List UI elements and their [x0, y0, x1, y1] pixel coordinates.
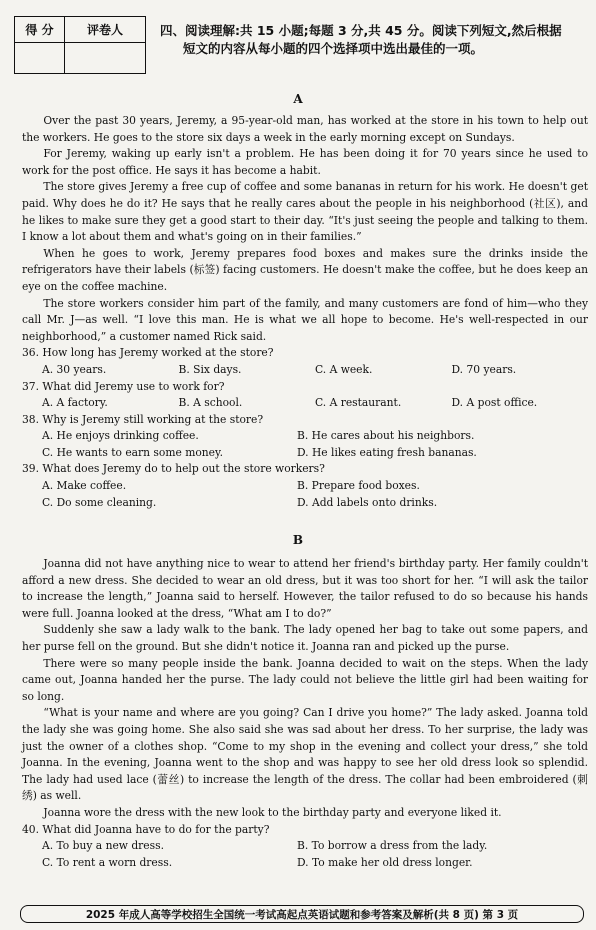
passage-b — [22, 556, 588, 871]
option-b: B. Prepare food boxes. — [297, 479, 420, 493]
question-38 — [22, 412, 588, 462]
grader-cell — [65, 43, 145, 73]
option-d: D. To make her old dress longer. — [297, 855, 473, 869]
option-c: C. He wants to earn some money. — [42, 445, 223, 459]
option-c: C. A week. — [315, 362, 373, 376]
grader-label: 评卷人 — [65, 17, 145, 43]
section-instructions — [160, 22, 585, 58]
question-stem: 38. Why is Jeremy still working at the store? — [22, 412, 264, 426]
option-c: C. A restaurant. — [315, 396, 402, 410]
passage-a-paragraph: For Jeremy, waking up early isn't a problem. He has been doing it for 70 years since he used to work for the post office. He says it has become a habit. — [22, 147, 588, 177]
passage-b-paragraph: “What is your name and where are you going? Can I drive you home?” The lady asked. Joanna told the lady she was going home. She also said she was sad about her dress. To her surprise, the lady was just the owner of a clothes shop. “Come to my shop in the evening and collect your dress,” she told Joanna. In the evening, Joanna went to the shop and was happy to see her old dress look so splendid. The lady had used lace (蕾丝) to increase the length of the dress. The collar had been embroidered (刺绣) as well. — [22, 706, 588, 803]
passage-b-paragraph: Suddenly she saw a lady walk to the bank. The lady opened her bag to take out some papers, and her purse fell on the ground. But she didn't notice it. Joanna ran and picked up the purse. — [22, 623, 588, 653]
passage-b-paragraph: Joanna did not have anything nice to wear to attend her friend's birthday party. Her family couldn't afford a new dress. She decided to wear an old dress, but it was too short for her. “I will ask the tailor to increase the length,” Joanna said to herself. However, the tailor refused to do so because his hands were full. Joanna looked at the dress, “What am I to do?” — [22, 557, 588, 620]
passage-a-paragraph: The store workers consider him part of the family, and many customers are fond of him—who they call Mr. J—as well. “I love this man. He is what we all hope to become. He's well-respected in our neighborhood,” a customer named Rick said. — [22, 296, 588, 343]
passage-a-title: A — [293, 92, 303, 106]
option-a: A. Make coffee. — [42, 479, 127, 493]
score-cell — [15, 43, 65, 73]
question-stem: 40. What did Joanna have to do for the party? — [22, 822, 270, 836]
passage-a — [22, 113, 588, 511]
option-d: D. He likes eating fresh bananas. — [297, 445, 477, 459]
option-c: C. Do some cleaning. — [42, 495, 157, 509]
question-37 — [22, 379, 588, 412]
passage-a-paragraph: When he goes to work, Jeremy prepares food boxes and makes sure the drinks inside the refrigerators have their labels (标签) facing customers. He doesn't make the coffee, but he does keep an eye on the coffee machine. — [22, 246, 588, 293]
question-stem: 39. What does Jeremy do to help out the store workers? — [22, 462, 325, 476]
score-box — [14, 16, 146, 74]
option-b: B. He cares about his neighbors. — [297, 429, 475, 443]
passage-b-paragraph: Joanna wore the dress with the new look to the birthday party and everyone liked it. — [43, 805, 502, 819]
passage-b-title: B — [292, 533, 304, 547]
score-label: 得 分 — [15, 17, 65, 43]
option-c: C. To rent a worn dress. — [42, 855, 173, 869]
option-a: A. He enjoys drinking coffee. — [42, 429, 199, 443]
question-stem: 37. What did Jeremy use to work for? — [22, 379, 225, 393]
option-d: D. A post office. — [451, 396, 538, 410]
option-b: B. To borrow a dress from the lady. — [297, 839, 488, 853]
option-b: B. Six days. — [178, 362, 242, 376]
question-40 — [22, 822, 588, 872]
passage-a-paragraph: Over the past 30 years, Jeremy, a 95-year-old man, has worked at the store in his town to help out the workers. He goes to the store six days a week in the early morning except on Sundays. — [22, 114, 588, 144]
passage-a-paragraph: The store gives Jeremy a free cup of coffee and some bananas in return for his work. He doesn't get paid. Why does he do it? He says that he really cares about the people in his neighborhood (社区), and he likes to make sure they get a good start to their day. “It's just seeing the people and talking to them. I know a lot about them and what's going on in their families.” — [22, 180, 588, 244]
option-a: A. To buy a new dress. — [42, 839, 164, 853]
option-b: B. A school. — [178, 396, 243, 410]
instructions-line-1: 四、阅读理解:共 15 小题;每题 3 分,共 45 分。阅读下列短文,然后根据 — [160, 23, 562, 38]
option-d: D. 70 years. — [451, 362, 517, 376]
instructions-line-2: 短文的内容从每小题的四个选择项中选出最佳的一项。 — [183, 41, 484, 56]
option-d: D. Add labels onto drinks. — [297, 495, 438, 509]
passage-b-paragraph: There were so many people inside the bank. Joanna decided to wait on the steps. When the lady came out, Joanna handed her the purse. The lady could not believe the little girl had been waiting for so long. — [22, 656, 588, 703]
question-stem: 36. How long has Jeremy worked at the store? — [22, 346, 274, 360]
page-footer: 2025 年成人高等学校招生全国统一考试高起点英语试题和参考答案及解析(共 8 页) 第 3 页 — [20, 905, 584, 923]
question-39 — [22, 461, 588, 511]
option-a: A. A factory. — [42, 396, 108, 410]
question-36 — [22, 345, 588, 378]
option-a: A. 30 years. — [42, 362, 107, 376]
